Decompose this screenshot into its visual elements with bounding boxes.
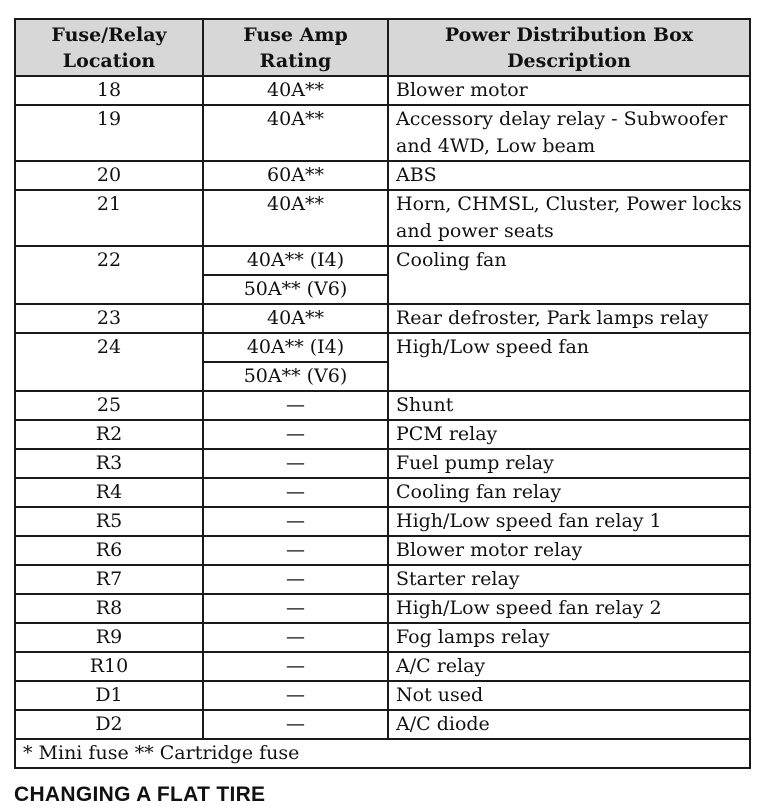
table-row (15, 507, 750, 536)
rating-cell: — (203, 478, 388, 507)
table-row (15, 105, 750, 161)
section-title: CHANGING A FLAT TIRE (14, 783, 266, 806)
description-cell: Blower motor (388, 76, 750, 105)
description-cell: Cooling fan relay (388, 478, 750, 507)
location-cell: R7 (15, 565, 203, 594)
table-row (15, 710, 750, 739)
table-row (15, 681, 750, 710)
rating-cell: — (203, 565, 388, 594)
location-cell: R8 (15, 594, 203, 623)
table-row (15, 246, 750, 275)
description-cell: PCM relay (388, 420, 750, 449)
rating-cell: 60A** (203, 161, 388, 190)
location-cell: R9 (15, 623, 203, 652)
rating-cell: 40A** (203, 304, 388, 333)
table-row (15, 391, 750, 420)
description-cell: Starter relay (388, 565, 750, 594)
rating-cell: — (203, 681, 388, 710)
description-cell: Not used (388, 681, 750, 710)
rating-cell: 50A** (V6) (203, 275, 388, 304)
location-cell: 25 (15, 391, 203, 420)
description-cell: High/Low speed fan relay 2 (388, 594, 750, 623)
location-cell: 24 (15, 333, 203, 391)
table-row (15, 420, 750, 449)
location-cell: R6 (15, 536, 203, 565)
location-cell: 20 (15, 161, 203, 190)
table-row (15, 565, 750, 594)
header-location (15, 19, 203, 76)
rating-cell: — (203, 623, 388, 652)
rating-cell: — (203, 391, 388, 420)
table-row (15, 449, 750, 478)
location-cell: 19 (15, 105, 203, 161)
location-cell: 23 (15, 304, 203, 333)
description-cell: Shunt (388, 391, 750, 420)
rating-cell: — (203, 652, 388, 681)
table-row (15, 594, 750, 623)
table-row (15, 652, 750, 681)
rating-cell: 40A** (203, 76, 388, 105)
header-rating (203, 19, 388, 76)
location-cell: 21 (15, 190, 203, 246)
table-row (15, 76, 750, 105)
description-cell: High/Low speed fan (388, 333, 750, 391)
header-location-line1: Fuse/Relay (51, 24, 167, 46)
rating-cell: — (203, 710, 388, 739)
rating-cell: — (203, 594, 388, 623)
header-description-line2: Description (507, 50, 631, 72)
description-cell: Accessory delay relay - Subwoofer and 4WD, Low beam (388, 105, 750, 161)
table-header-row (15, 19, 750, 76)
header-location-line2: Location (62, 50, 156, 72)
description-cell: High/Low speed fan relay 1 (388, 507, 750, 536)
rating-cell: 40A** (203, 190, 388, 246)
table-row (15, 333, 750, 362)
location-cell: R5 (15, 507, 203, 536)
description-cell: ABS (388, 161, 750, 190)
description-cell: Fuel pump relay (388, 449, 750, 478)
location-cell: 22 (15, 246, 203, 304)
rating-cell: 40A** (203, 105, 388, 161)
location-cell: R4 (15, 478, 203, 507)
rating-cell: — (203, 449, 388, 478)
fuse-relay-table (14, 18, 751, 769)
location-cell: D2 (15, 710, 203, 739)
location-cell: R10 (15, 652, 203, 681)
header-rating-line1: Fuse Amp (243, 24, 348, 46)
rating-cell: — (203, 420, 388, 449)
description-cell: Blower motor relay (388, 536, 750, 565)
description-cell: A/C diode (388, 710, 750, 739)
description-cell: Cooling fan (388, 246, 750, 304)
rating-cell: — (203, 536, 388, 565)
rating-cell: 50A** (V6) (203, 362, 388, 391)
location-cell: R2 (15, 420, 203, 449)
description-cell: Horn, CHMSL, Cluster, Power locks and power seats (388, 190, 750, 246)
table-row (15, 536, 750, 565)
table-row (15, 623, 750, 652)
rating-cell: — (203, 507, 388, 536)
footnote: * Mini fuse ** Cartridge fuse (15, 739, 750, 768)
table-row (15, 161, 750, 190)
fuse-table-container (14, 18, 749, 769)
footnote-row (15, 739, 750, 768)
rating-cell: 40A** (I4) (203, 246, 388, 275)
table-row (15, 190, 750, 246)
location-cell: 18 (15, 76, 203, 105)
table-row (15, 304, 750, 333)
description-cell: A/C relay (388, 652, 750, 681)
description-cell: Fog lamps relay (388, 623, 750, 652)
header-rating-line2: Rating (259, 50, 332, 72)
location-cell: D1 (15, 681, 203, 710)
header-description (388, 19, 750, 76)
header-description-line1: Power Distribution Box (444, 24, 694, 46)
location-cell: R3 (15, 449, 203, 478)
rating-cell: 40A** (I4) (203, 333, 388, 362)
table-row (15, 478, 750, 507)
description-cell: Rear defroster, Park lamps relay (388, 304, 750, 333)
